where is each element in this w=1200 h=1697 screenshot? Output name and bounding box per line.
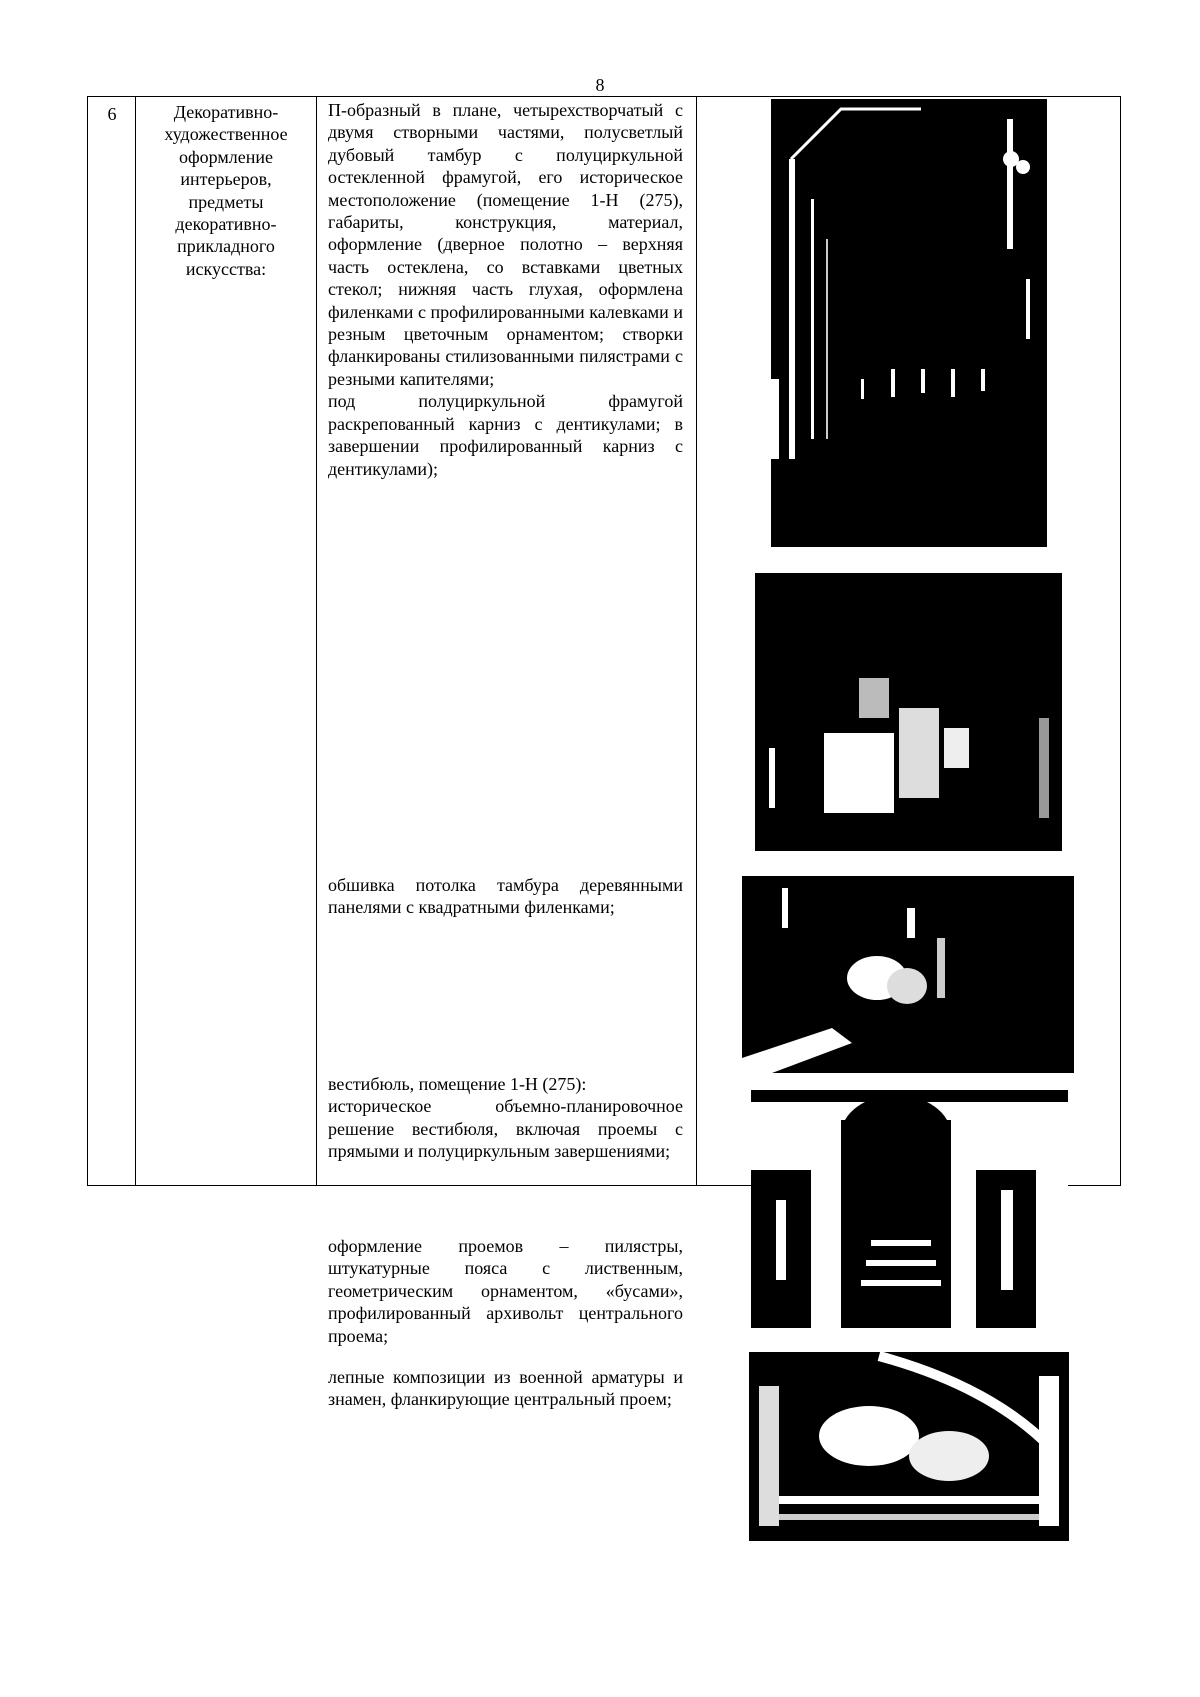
row-number: 6: [107, 104, 117, 124]
column-divider: [696, 97, 697, 1185]
description-block-openings: оформление проемов – пилястры, штукатурные пояса с лиственным, геометрическим орнаментом, «бусами», профилированный архивольт центрального проема;: [328, 1236, 683, 1346]
description-paragraph: П-образный в плане, четырехстворчатый с двумя створными частями, полусветлый дубовый тамбур с полуциркульной остекленной фрамугой, его историческое местоположение (помещение 1-Н (275), габариты, конструкция, материал, оформление (дверное полотно – верхняя часть остеклена, со вставками цветных стекол; нижняя часть глухая, оформлена филенками с профилированными калевками и резным цветочным орнаментом; створки фланкированы стилизованными пилястрами с резными капителями;: [328, 100, 683, 389]
column-divider: [316, 97, 317, 1185]
description-paragraph: под полуциркульной фрамугой раскрепованный карниз с дентикулами; в завершении профилированный карниз с дентикулами);: [328, 391, 683, 479]
photo-vestibule: [751, 1090, 1068, 1328]
photo-tambour-interior: [749, 568, 1068, 851]
photo-tambour-ceiling: [742, 868, 1074, 1073]
description-block-vestibule-door: [328, 99, 683, 480]
description-paragraph: вестибюль, помещение 1-Н (275):: [328, 1074, 587, 1094]
page-number: 8: [595, 75, 605, 95]
description-block-ceiling: обшивка потолка тамбура деревянными панелями с квадратными филенками;: [328, 875, 683, 918]
description-paragraph: историческое объемно-планировочное решение вестибюля, включая проемы с прямыми и полуциркульным завершениями;: [328, 1096, 683, 1162]
description-block-vestibule: [328, 1073, 683, 1163]
photo-stucco-composition: [749, 1346, 1069, 1541]
row-title: Декоративно- художественное оформление интерьеров, предметы декоративно- прикладного искусства:: [164, 102, 288, 279]
photo-tambour-door: [771, 99, 1047, 547]
description-block-stucco: лепные композиции из военной арматуры и знамен, фланкирующие центральный проем;: [328, 1367, 683, 1410]
